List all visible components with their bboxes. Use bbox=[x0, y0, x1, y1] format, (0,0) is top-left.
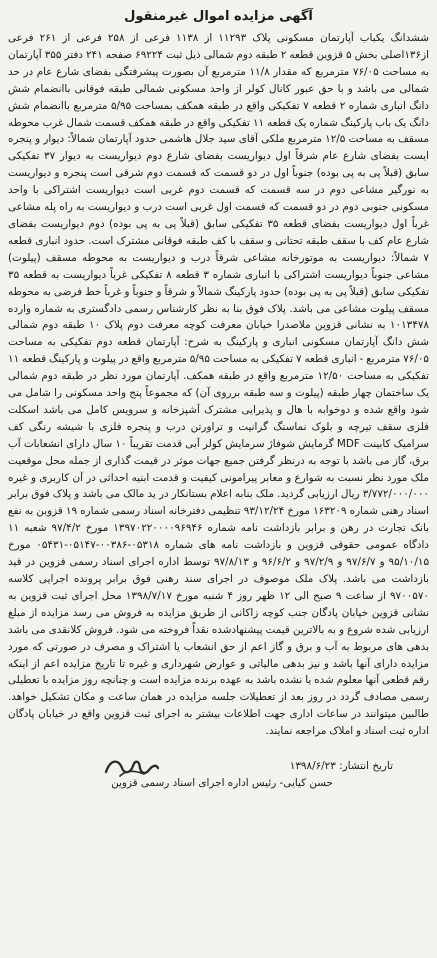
publication-date: تاریخ انتشار: ۱۳۹۸/۶/۲۳ bbox=[289, 760, 393, 773]
notice-title: آگهی مزایده اموال غیرمنقول bbox=[124, 9, 313, 24]
notice-footer-area bbox=[8, 750, 429, 820]
signer-title: حسن کیایی- رئیس اداره اجرای اسناد رسمی قزوین bbox=[111, 777, 333, 790]
notice-body: ششدانگ یکباب آپارتمان مسکونی پلاک ۱۱۲۹۳ از ۱۱۳۸ فرعی از ۲۵۸ فرعی از ۲۶۱ فرعی از۱۳۶اصلی بخش ۵ قزوین قطعه ۲ طبقه دوم شمالی ذیل ثبت ۶۹۲۲۴ صفحه ۲۴۱ دفتر ۳۵۵ آپارتمان به مساحت ۷۶/۰۵ مترمربع که مقدار ۱۱/۸ مترمربع آن بصورت پیشرفتگی بفضای شارع عام در حد شمالی می باشد و با حق عبور کانال کولر از واحد مسکونی شمالی طبقه فوقانی باانضمام شش دانگ انباری شماره ۲ قطعه ۷ تفکیکی واقع در طبقه همکف بمساحت ۵/۹۵ مترمربع باانضمام شش دانگ یک باب پارکینگ شماره یک قطعه ۱۱ تفکیکی واقع در طبقه همکف قسمت شمال غرب محوطه مسقف به مساحت ۱۲/۵ مترمربع ملکی آقای سید جلال هاشمی حدود آپارتمان شمالاً: دیوار و پنجره ایست بفضای شارع عام شرقاً اول دیواریست بفضای شارع دوم دیواریست به دیوار ۳۷ تفکیکی سابق (قبلاً پی به پی بوده) جنوباً اول در دو قسمت که قسمت دوم شرقی است پنجره و دیواریست به نورگیر مشاعی دوم در سه قسمت که قسمت دوم غربی است دیواریست اشتراکی با واحد مسکونی جنوبی دوم در دو قسمت که قسمت اول غربی است درب و دیواریست به راه پله مشاعی غرباً اول دیواریست بفضای قطعه ۳۵ تفکیکی سابق (قبلاً پی به پی بوده) دوم دیواریست بفضای شارع عام کف با سقف طبقه تحتانی و سقف با کف طبقه فوقانی مشترک است. حدود انباری قطعه ۷ شمالاً: دیواریست به موتورخانه مشاعی شرقاً درب و دیواریست به محوطه مسقف (پیلوت) مشاعی جنوباً دیواریست اشتراکی با انباری شماره ۳ قطعه ۸ تفکیکی غرباً دیواریست به قطعه ۳۵ تفکیکی سابق (قبلاً پی به پی بوده) حدود پارکینگ شمالاً و شرقاً و جنوباً و غرباً خط فرضی به محوطه مسقف پیلوت مشاعی می باشد. پلاک فوق بنا به نظر کارشناس رسمی دادگستری به شماره وارده ۱۰۱۳۴۷۸ به نشانی قزوین ملاصدرا خیابان معرفت کوچه معرفت دوم پلاک ۱۰ طبقه دوم شمالی شش دانگ آپارتمان مسکونی انباری و پارکینگ به شرح: آپارتمان قطعه دوم تفکیکی به مساحت ۷۶/۰۵ مترمربع - انباری قطعه ۷ تفکیکی به مساحت ۵/۹۵ مترمربع واقع در پیلوت و پارکینگ قطعه ۱۱ تفکیکی به مساحت ۱۲/۵۰ مترمربع واقع در طبقه همکف. آپارتمان مورد نظر در طبقه دوم شمالی یک ساختمان چهار طبقه (پیلوت و سه طبقه برروی آن) که مجموعاً پنج واحد مسکونی را شامل می شود واقع شده و دوخوابه با هال و پذیرایی مشترک آشپزخانه و سرویس کامل می باشد اسکلت فلزی سقف تیرچه و بلوک نماسنگ گرانیت و تراورتن درب و پنجره فلزی با شیشه رنگی کف سرامیک کابینت MDF گرمایش شوفاژ سرمایش کولر آبی قدمت تقریباً ۱۰ سال دارای انشعابات آب برق، گاز می باشد با توجه به درنظر گرفتن جمیع جهات موثر در قیمت گذاری از جمله محل موقعیت ملک مورد نظر نسبت به شوارع و معابر پیرامونی کیفیت و قدمت ابنیه احداثی در آن کاربری و غیره ۳/۷۷۲/۰۰۰/۰۰۰ ریال ارزیابی گردید. ملک بنابه اعلام بستانکار در ید مالک می باشد و پلاک فوق برابر اسناد رهنی شماره ۱۶۳۲۰۹ مورخ ۹۳/۱۲/۲۴ تنظیمی دفترخانه اسناد رسمی شماره ۱۹ قزوین به نفع بانک تجارت در رهن و برابر بازداشت نامه شماره ۱۳۹۷۰۲۲۰۰۰۰۹۶۹۴۶ مورخ ۹۷/۴/۲ شعبه ۱۱ دادگاه عمومی حقوقی قزوین و بازداشت نامه های شماره ۰۵۳۱۸-۰۰۳۸۶-۰۵۱۴۷-۰۵۴۳۱ مورخ ۹۵/۱۰/۱۵ و ۹۷/۶/۷ و ۹۷/۲/۹ و ۹۶/۶/۲ و ۹۷/۸/۱۳ توسط اداره اجرای اسناد رسمی قزوین در قید بازداشت می باشد. پلاک ملک موصوف در اجرای سند رهنی فوق برابر پرونده اجرایی کلاسه ۹۷۰۰۵۷۰ از ساعت ۹ صبح الی ۱۲ ظهر روز ۴ شنبه مورخ ۱۳۹۸/۷/۱۷ محل اجرای ثبت قزوین به نشانی قزوین خیابان پادگان جنب کوچه زاکانی از طریق مزایده به فروش می رسد مزایده از مبلغ ارزیابی شده شروع و به بالاترین قیمت پیشنهادشده نقداً فروخته می شود. فروش کلانقدی می باشد بدهی های مربوط به آب و برق و گاز اعم از حق انشعاب یا اشتراک و مصرف در صورتی که مورد مزایده دارای آنها باشد و نیز بدهی مالیاتی و عوارض شهرداری و غیره تا تاریخ مزایده اعم از اینکه رقم قطعی آنها معلوم شده یا نشده باشد به عهده برنده مزایده است و چنانچه روز مزایده با تعطیلی رسمی مصادف گردد در روز بعد از تعطیلات جلسه مزایده در همان ساعت و مکان تشکیل خواهد. طالبین میتوانند در ساعات اداری جهت اطلاعات بیشتر به اجرای ثبت قزوین واقع در خیابان پادگان اداره ثبت اسناد و املاک مراجعه نمایند. bbox=[8, 32, 430, 738]
notice-footer bbox=[111, 758, 393, 792]
